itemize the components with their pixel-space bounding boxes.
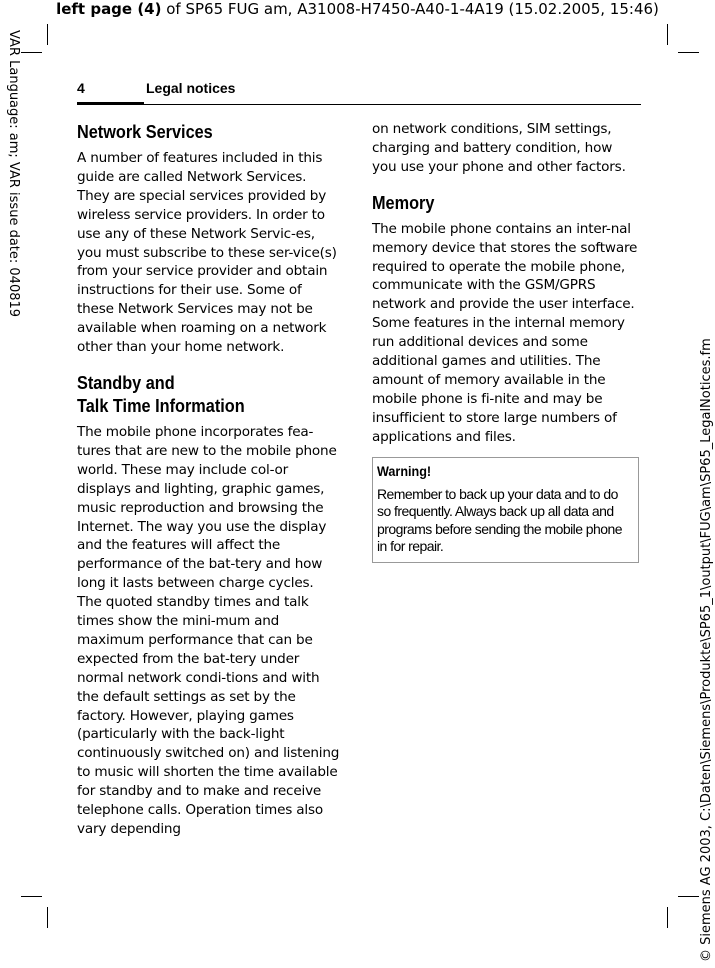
network-services-body: A number of features included in this guide are called Network Services. They are special services provided by wireless service providers. In order to use any of these Network Servic-es, you must subscribe to these ser-vice(s) from your service provider and obtain instructions for their use. Some of these Network Services may not be available when roaming on a network other than your home network. <box>77 150 337 356</box>
memory-heading: Memory <box>372 191 435 213</box>
print-header-prefix: left page (4) <box>56 0 162 18</box>
standby-body: The mobile phone incorporates fea-tures that are new to the mobile phone world. These may include col-or displays and lighting, graphic games, music reproduction and browsing the Internet. The way you use the display and the features will affect the performance of the bat-tery and how long it lasts between charge cycles. The quoted standby times and talk times show the mini-mum and maximum performance that can be expected from the bat-tery under normal network condi-tions and with the default settings as set by the factory. However, playing games (particularly with the back-light continuously switched on) and listening to music will shorten the time available for standby and to make and receive telephone calls. Operation times also vary depending <box>77 423 340 837</box>
copyright-path-text: © Siemens AG 2003, C:\Daten\Siemens\Produkte\SP65_1\output\FUG\am\SP65_LegalNotices.fm <box>699 338 714 962</box>
warning-text: Remember to back up your data and to do so frequently. Always back up all data and programs before sending the mobile phone in for repair. <box>377 485 622 555</box>
crop-mark <box>47 907 48 928</box>
crop-mark <box>47 24 48 45</box>
warning-title: Warning! <box>377 462 432 479</box>
page-title: Legal notices <box>146 80 236 96</box>
network-services-heading: Network Services <box>77 121 213 142</box>
standby-heading-line1: Standby and <box>77 371 175 393</box>
standby-body-continued: on network conditions, SIM settings, charging and battery condition, how you use your phone and other factors. <box>372 121 626 175</box>
crop-mark <box>667 907 668 928</box>
memory-body: The mobile phone contains an inter-nal memory device that stores the software required to operate the mobile phone, communicate with the GSM/GPRS network and provide the user interface. Some features in the internal memory run additional devices and some additional games and utilities. The amount of memory available in the mobile phone is fi-nite and may be insufficient to store large numbers of applications and files. <box>372 220 638 445</box>
left-column <box>77 120 342 839</box>
print-header-rest: of SP65 FUG am, A31008-H7450-A40-1-4A19 (15.02.2005, 15:46) <box>161 0 659 18</box>
header-rule <box>144 104 641 105</box>
warning-box <box>372 457 639 563</box>
crop-mark <box>678 52 699 53</box>
var-language-text: VAR Language: am; VAR issue date: 040819 <box>6 30 21 318</box>
left-margin <box>0 0 20 968</box>
right-column <box>372 120 638 563</box>
crop-mark <box>678 896 699 897</box>
crop-mark <box>21 896 42 897</box>
crop-mark <box>21 52 42 53</box>
crop-mark <box>667 24 668 45</box>
header-rule-thick <box>77 102 144 105</box>
standby-heading-line2: Talk Time Information <box>77 394 245 416</box>
print-header <box>0 0 715 18</box>
page-number: 4 <box>77 80 85 96</box>
